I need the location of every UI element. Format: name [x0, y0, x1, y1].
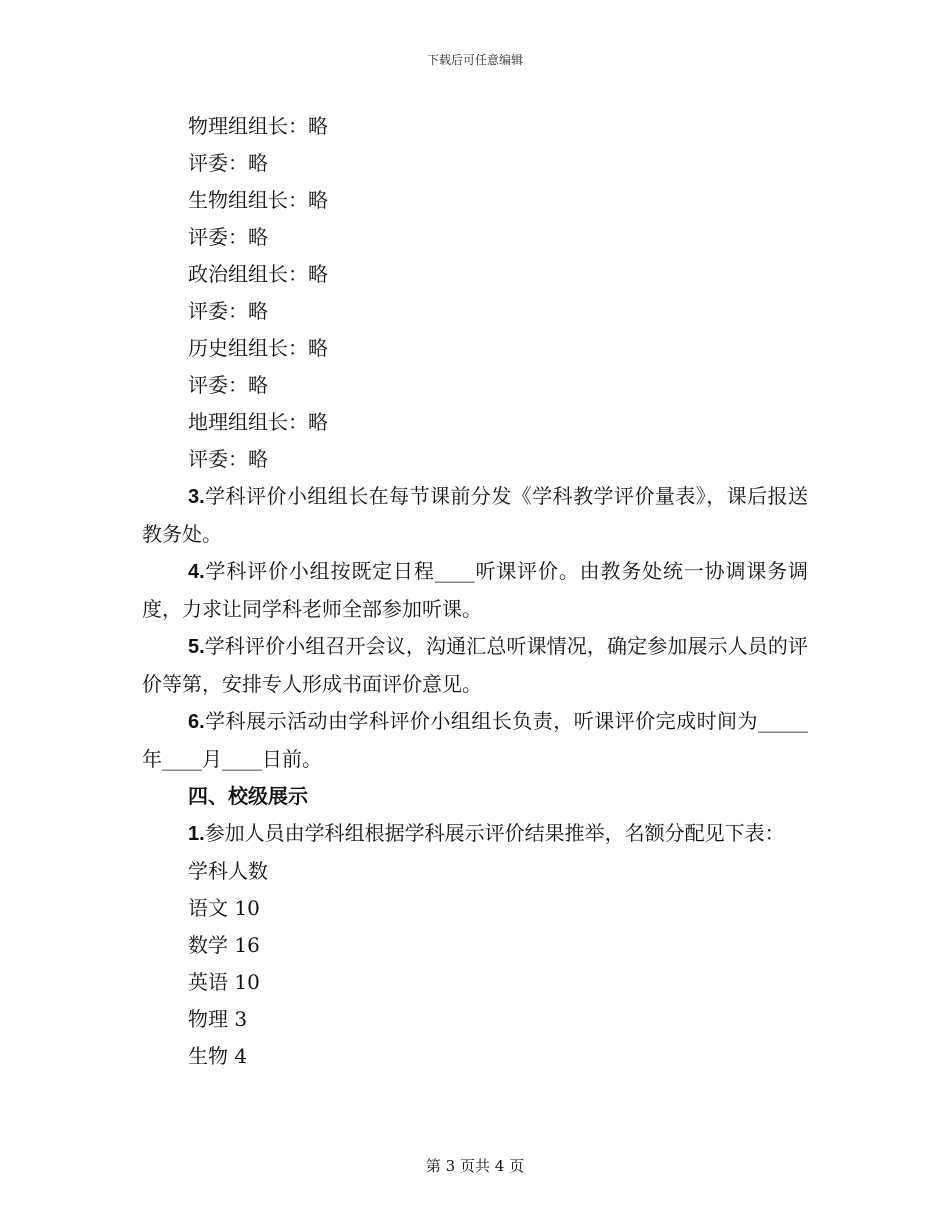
item-5	[142, 628, 808, 703]
item-text: 学科评价小组按既定日程____听课评价。由教务处统一协调课务调度，力求让同学科老师全部参加听课。	[142, 559, 808, 621]
item-text: 参加人员由学科组根据学科展示评价结果推举，名额分配见下表：	[204, 821, 785, 845]
committee-line: 历史组组长：略	[188, 336, 328, 360]
committee-line: 评委：略	[188, 299, 268, 323]
item-number: 5.	[188, 636, 205, 658]
item-number: 6.	[188, 711, 205, 733]
item-6	[142, 703, 808, 778]
item-number: 1.	[188, 823, 205, 845]
committee-list	[142, 108, 808, 478]
committee-line: 评委：略	[188, 373, 268, 397]
committee-line: 生物组组长：略	[188, 188, 328, 212]
item-3	[142, 478, 808, 553]
document-body	[142, 108, 808, 1075]
item-number: 3.	[188, 486, 205, 508]
quota-table-row: 语文 10	[188, 896, 260, 920]
committee-line: 评委：略	[188, 151, 268, 175]
item-text: 学科展示活动由学科评价小组组长负责，听课评价完成时间为_____年____月____日前。	[142, 709, 808, 771]
quota-table-header: 学科人数	[188, 859, 268, 883]
quota-table	[142, 853, 808, 1075]
item-number: 4.	[188, 561, 205, 583]
quota-table-row: 英语 10	[188, 970, 260, 994]
committee-line: 评委：略	[188, 447, 268, 471]
section-item-1	[142, 815, 808, 853]
committee-line: 政治组组长：略	[188, 262, 328, 286]
item-4	[142, 553, 808, 628]
item-text: 学科评价小组召开会议，沟通汇总听课情况，确定参加展示人员的评价等第，安排专人形成书面评价意见。	[142, 634, 808, 696]
quota-table-row: 物理 3	[188, 1007, 248, 1031]
page-footer: 第 3 页共 4 页	[425, 1157, 525, 1175]
committee-line: 物理组组长：略	[188, 114, 328, 138]
page-header: 下载后可任意编辑	[426, 53, 523, 67]
section-heading: 四、校级展示	[188, 784, 308, 808]
quota-table-row: 生物 4	[188, 1044, 248, 1068]
item-text: 学科评价小组组长在每节课前分发《学科教学评价量表》，课后报送教务处。	[142, 484, 808, 546]
committee-line: 地理组组长：略	[188, 410, 328, 434]
quota-table-row: 数学 16	[188, 933, 260, 957]
committee-line: 评委：略	[188, 225, 268, 249]
